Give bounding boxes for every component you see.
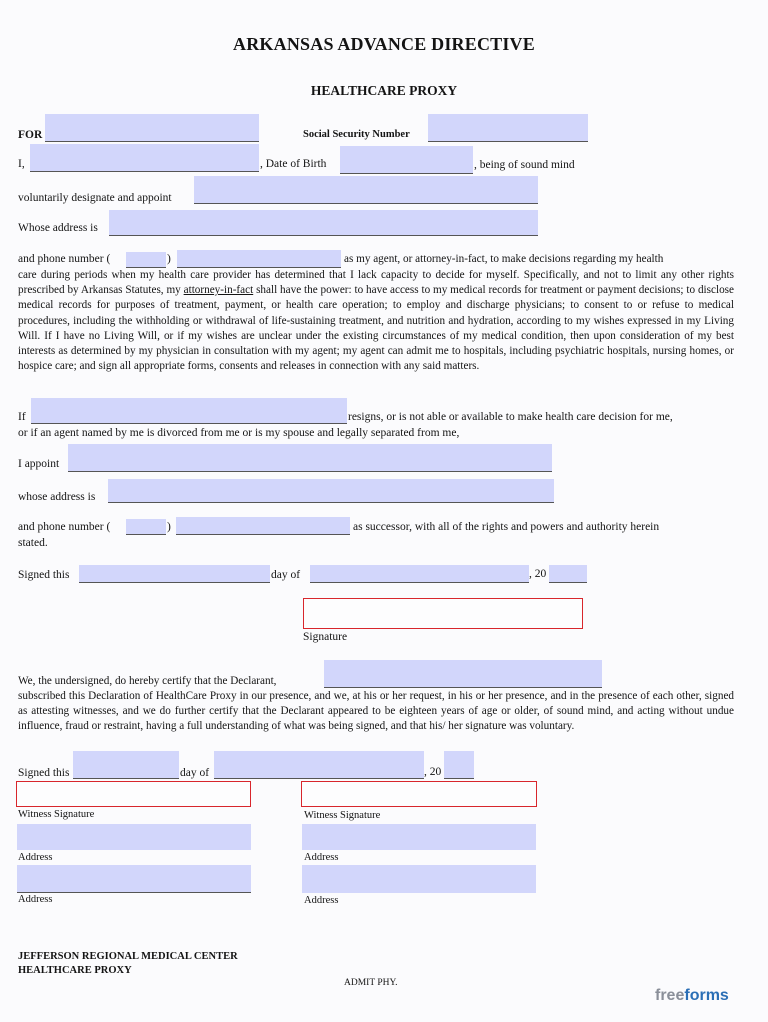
witness-signed-this-label: Signed this: [18, 767, 70, 779]
witness2-address-field-2[interactable]: [302, 865, 536, 893]
stated-text: stated.: [18, 537, 48, 549]
witness2-signature-box[interactable]: [301, 781, 537, 807]
agent-powers-text-a: care during periods when my health care provider has determined that I lack capacity to decide for myself. Specifically, and not to limit any other rights prescribed by Arkansas Statutes, my: [18, 269, 734, 297]
dob-field[interactable]: [340, 146, 473, 174]
agent-powers-text-b: shall have the power: to have access to my medical records for treatment or payment decisions; to disclose medical records for purposes of treatment, payment, or health care operation; to employ and discharge physicians; to consent to or refuse to medical procedures, including the withholding or withdrawal of life-sustaining treatment, and nutrition and hydration, according to my wishes expressed in my Living Will. If I have no Living Will, or if my wishes are unclear under the existing circumstances of my medical condition, then upon consideration of my best interests as determined by my physician in consultation with my agent; my agent can admit me to hospitals, including psychiatric hospitals, nursing homes, or hospice care; and sign all appropriate forms, consents and releases in connection with any said matters.: [18, 284, 735, 373]
for-label: FOR: [18, 129, 43, 141]
ssn-label: Social Security Number: [303, 129, 410, 140]
signature-label: Signature: [303, 631, 348, 643]
witness-signed-year-field[interactable]: [444, 751, 474, 779]
agent-address-field[interactable]: [109, 210, 538, 236]
successor-name-field[interactable]: [68, 444, 552, 472]
admit-phy-label: ADMIT PHY.: [344, 978, 398, 988]
certify-paragraph: subscribed this Declaration of HealthCare Proxy in our presence, and we, at his or her request, in his or her presence, and in the presence of each other, signed as attesting witnesses, and we do further certify that the Declarant appeared to be eighteen years of age or older, of sound mind, and acting without undue influence, fraud or restraint, having a full understanding of what was being signed, and that his/ her signature was voluntary.: [18, 690, 734, 733]
ssn-field[interactable]: [428, 114, 588, 142]
successor-area-code-field[interactable]: [126, 519, 166, 535]
phone-label: and phone number (: [18, 253, 111, 265]
freeforms-logo: [655, 987, 729, 1005]
agent-paragraph-line1: as my agent, or attorney-in-fact, to make decisions regarding my health: [344, 253, 664, 265]
signed-year-field[interactable]: [549, 565, 587, 583]
phone-close: ): [167, 253, 171, 265]
brand-free: free: [655, 987, 685, 1004]
signed-day-field[interactable]: [79, 565, 270, 583]
successor-phone-close: ): [167, 521, 171, 533]
witness1-address-field-2[interactable]: [17, 865, 251, 893]
if-label: If: [18, 411, 26, 423]
year-prefix: , 20: [529, 568, 547, 580]
designate-label: voluntarily designate and appoint: [18, 192, 172, 204]
agent-powers-paragraph: [18, 268, 734, 374]
footer-hospital: JEFFERSON REGIONAL MEDICAL CENTER: [18, 951, 238, 962]
successor-text: as successor, with all of the rights and powers and authority herein: [353, 521, 660, 533]
i-label: I,: [18, 158, 25, 170]
principal-name-field[interactable]: [30, 144, 259, 172]
witness-signed-day-field[interactable]: [73, 751, 179, 779]
declarant-name-field[interactable]: [324, 660, 602, 688]
agent-phone-field[interactable]: [177, 250, 341, 268]
attorney-in-fact-term: attorney-in-fact: [183, 284, 254, 297]
agent-area-code-field[interactable]: [126, 252, 166, 268]
footer-form-name: HEALTHCARE PROXY: [18, 965, 132, 976]
address-label: Whose address is: [18, 222, 98, 234]
signed-this-label: Signed this: [18, 569, 70, 581]
document-title: ARKANSAS ADVANCE DIRECTIVE: [233, 34, 535, 54]
witness1-signature-box[interactable]: [16, 781, 251, 807]
successor-phone-label: and phone number (: [18, 521, 111, 533]
witness-signed-month-field[interactable]: [214, 751, 424, 779]
witness-day-of-label: day of: [180, 767, 210, 779]
divorced-text: or if an agent named by me is divorced from me or is my spouse and legally separated from me,: [18, 427, 460, 439]
witness2-address-label-2: Address: [304, 895, 339, 906]
successor-phone-field[interactable]: [176, 517, 350, 535]
appoint-label: I appoint: [18, 458, 60, 470]
successor-address-label: whose address is: [18, 491, 96, 503]
witness1-address-label-2: Address: [18, 894, 53, 905]
witness1-signature-label: Witness Signature: [18, 809, 95, 820]
day-of-label: day of: [271, 569, 301, 581]
sound-mind-text: , being of sound mind: [474, 159, 575, 171]
witness2-address-field-1[interactable]: [302, 824, 536, 850]
witness1-address-label-1: Address: [18, 852, 53, 863]
witness1-address-field-1[interactable]: [17, 824, 251, 850]
witness2-address-label-1: Address: [304, 852, 339, 863]
signed-month-field[interactable]: [310, 565, 529, 583]
for-name-field[interactable]: [45, 114, 259, 142]
dob-label: , Date of Birth: [260, 158, 327, 170]
resigns-text: resigns, or is not able or available to make health care decision for me,: [348, 411, 673, 423]
successor-address-field[interactable]: [108, 479, 554, 503]
brand-forms: forms: [684, 987, 729, 1004]
witness-year-prefix: , 20: [424, 766, 442, 778]
declarant-signature-box[interactable]: [303, 598, 583, 629]
agent-name-field[interactable]: [194, 176, 538, 204]
document-subtitle: HEALTHCARE PROXY: [310, 83, 458, 98]
witness2-signature-label: Witness Signature: [304, 810, 381, 821]
certify-text-a: We, the undersigned, do hereby certify that the Declarant,: [18, 675, 277, 687]
resigning-agent-field[interactable]: [31, 398, 347, 424]
